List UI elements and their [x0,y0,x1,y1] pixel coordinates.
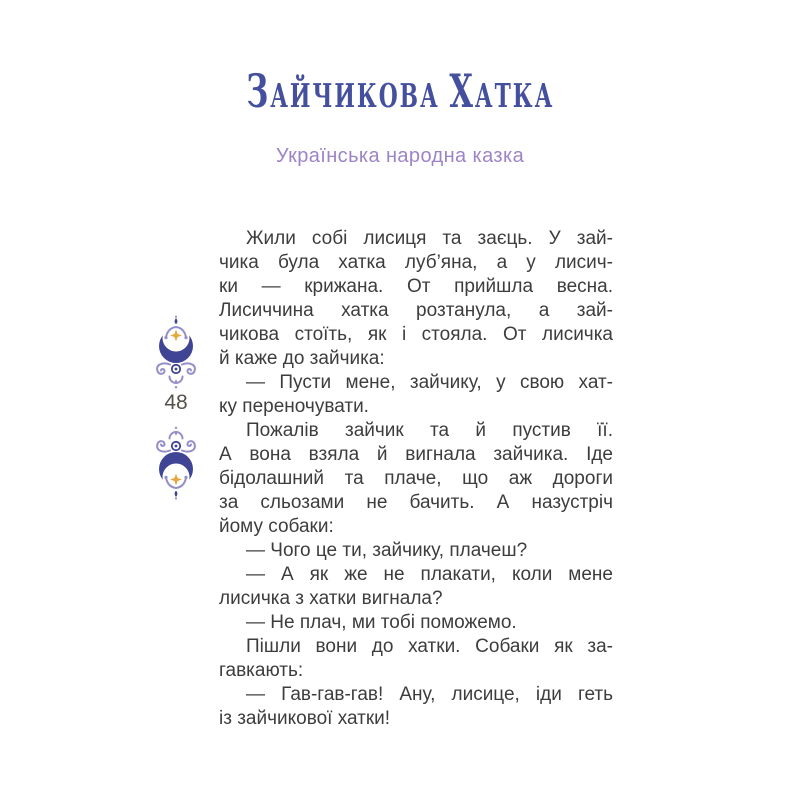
story-line: Пішли вони до хатки. Собаки як за- [246,636,613,657]
story-line: йому собаки: [219,516,334,537]
story-line: — Пусти мене, зайчику, у свою хат- [246,372,613,393]
story-line: гавкають: [219,660,304,681]
story-line: — Не плач, ми тобі поможемо. [246,612,517,633]
page-title-wrap [0,64,800,126]
story-line: чика була хатка луб’яна, а у лисич- [219,252,613,273]
page-title [246,64,554,125]
story-line: Пожалів зайчик та й пустив її. [246,420,613,441]
story-line: із зайчикової хатки! [219,708,391,729]
title-letter-group: Х [449,64,475,118]
title-letter-group: АТКА [474,76,554,115]
story-line: за сльозами не бачить. А назустріч [219,492,613,513]
story-line: — Чого це ти, зайчику, плачеш? [246,540,528,561]
story-line: бідолашний та плаче, що аж дороги [219,468,613,489]
story-line: Жили собі лисиця та заєць. У зай- [246,228,613,249]
story-line: чикова стоїть, як і стояла. От лисичка [219,324,613,345]
story-subtitle: Українська народна казка [275,145,525,167]
story-line: лисичка з хатки вигнала? [219,588,443,609]
story-line: — А як же не плакати, коли мене [246,564,613,585]
title-letter-group [439,76,449,115]
story-line: й каже до зайчика: [219,348,385,369]
folk-crescent-ornament-up-icon [150,315,202,389]
folk-crescent-ornament-down-icon [150,426,202,500]
story-line: — Гав-гав-гав! Ану, лисице, іди геть [246,684,613,705]
story-line: Лисиччина хатка розтанула, а зай- [219,300,613,321]
title-letter-group: З [246,64,270,118]
story-line: ку переночувати. [219,396,369,417]
page-number: 48 [164,391,188,414]
story-line: ки — крижана. От прийшла весна. [219,276,613,297]
story-text [219,227,613,731]
story-line: А вона взяла й вигнала зайчика. Іде [219,444,613,465]
title-letter-group: АЙЧИКОВА [269,76,440,115]
